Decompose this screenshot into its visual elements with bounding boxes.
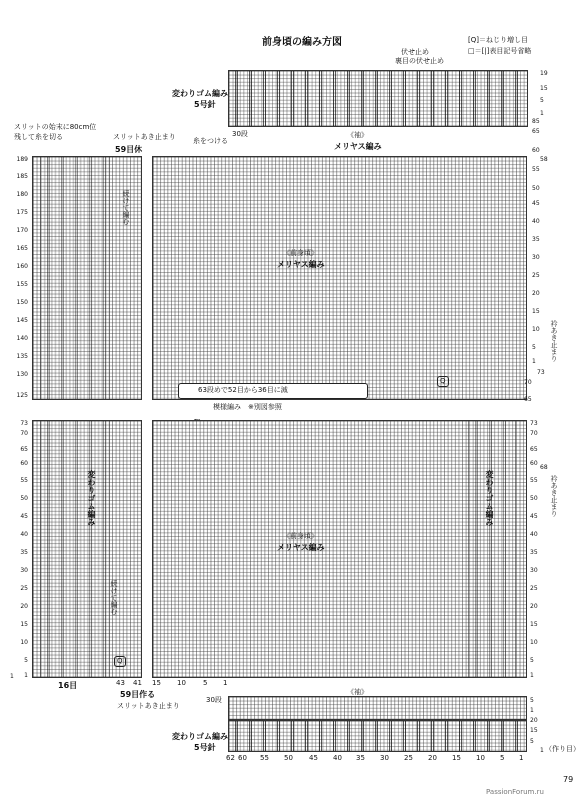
bottom-sleeve-label: 《袖》 — [347, 688, 368, 696]
upper-slit-stop-label: スリットあき止まり — [113, 133, 176, 141]
upper-right-20: 20 — [532, 290, 540, 297]
lower-right-60: 60 — [530, 460, 538, 467]
lower-left-50: 50 — [20, 495, 28, 502]
top-row-15: 15 — [540, 85, 548, 92]
stitches-59-rest: 59目休 — [115, 145, 143, 154]
top-needle-label: 5号針 — [194, 100, 216, 109]
lower-right-65: 65 — [530, 446, 538, 453]
lower-right-55: 55 — [530, 477, 538, 484]
upper-row-160: 160 — [16, 263, 28, 270]
bind-off-label: 伏せ止め — [401, 48, 429, 56]
lower-right-15: 15 — [530, 621, 538, 628]
legend-knit-omitted — [468, 48, 531, 55]
upper-right-30: 30 — [532, 254, 540, 261]
top-rib-band — [228, 70, 528, 127]
decrease-note: 63段めで52目から36目に減 — [198, 386, 288, 394]
legend-text-knit: 表目記号省略 — [489, 47, 532, 55]
upper-row-165: 165 — [16, 245, 28, 252]
lower-right-68: 68 — [540, 464, 548, 471]
slit-note-line2: 残して糸を切る — [14, 133, 63, 141]
cast-on-label: （作り目） — [545, 745, 580, 753]
upper-body-stitch-label: メリヤス編み — [277, 260, 325, 269]
top-stockinette-label: メリヤス編み — [334, 142, 382, 151]
lower-body-label: 《前身頃》 — [283, 532, 318, 540]
axis-40: 40 — [333, 754, 342, 762]
twist-increase-symbol-lower: Q — [114, 656, 126, 667]
lower-left-73: 73 — [20, 420, 28, 427]
lower-right-30: 30 — [530, 567, 538, 574]
lower-right-35: 35 — [530, 549, 538, 556]
lower-right-20: 20 — [530, 603, 538, 610]
top-rows-30: 30段 — [232, 130, 248, 138]
axis-20: 20 — [428, 754, 437, 762]
bottom-right-1b: 1 — [540, 747, 544, 754]
lower-left-1: 1 — [24, 672, 28, 679]
bottom-right-1a: 1 — [530, 707, 534, 714]
lower-rib-label-left-text: 変わりゴム編み — [87, 470, 96, 526]
lower-slit-stop-label: スリットあき止まり — [117, 702, 180, 710]
upper-right-40: 40 — [532, 218, 540, 225]
lower-left-35: 35 — [20, 549, 28, 556]
axis-50: 50 — [284, 754, 293, 762]
attach-yarn-label: 糸をつける — [193, 137, 228, 145]
bottom-sleeve-grid — [228, 696, 527, 720]
upper-row-189: 189 — [16, 156, 28, 163]
top-row-55: 55 — [532, 166, 540, 173]
lower-body-stitch-label: メリヤス編み — [277, 543, 325, 552]
axis-1: 1 — [519, 754, 524, 762]
upper-right-5: 5 — [532, 344, 536, 351]
bottom-rows-30: 30段 — [206, 696, 222, 704]
lower-left-10: 10 — [20, 639, 28, 646]
lower-left-40: 40 — [20, 531, 28, 538]
top-row-85: 85 — [532, 118, 540, 125]
lower-rib-label-right — [484, 470, 495, 526]
upper-right-1: 1 — [532, 358, 536, 365]
top-sleeve-label: 《袖》 — [347, 131, 368, 139]
upper-right-70: 70 — [524, 379, 532, 386]
upper-right-35: 35 — [532, 236, 540, 243]
page-title: 前身頃の編み方図 — [262, 37, 342, 48]
top-row-60: 60 — [532, 147, 540, 154]
lower-left-5: 5 — [24, 657, 28, 664]
upper-row-155: 155 — [16, 281, 28, 288]
axis-5: 5 — [500, 754, 505, 762]
lower-right-10: 10 — [530, 639, 538, 646]
continue-knit-upper — [121, 190, 131, 250]
top-row-58: 58 — [540, 156, 548, 163]
upper-row-135: 135 — [16, 353, 28, 360]
upper-body-grid — [152, 156, 527, 400]
lower-left-30: 30 — [20, 567, 28, 574]
bottom-right-5a: 5 — [530, 697, 534, 704]
axis-35: 35 — [356, 754, 365, 762]
lower-left-60: 60 — [20, 460, 28, 467]
lower-left-rib-columns — [40, 420, 110, 678]
top-row-65: 65 — [532, 128, 540, 135]
lower-rib-label-left — [86, 470, 97, 526]
lower-row-1-marker: 1 — [10, 673, 14, 680]
collar-stop-upper — [549, 320, 559, 362]
lower-left-55: 55 — [20, 477, 28, 484]
top-rib-label: 変わりゴム編み — [172, 89, 228, 98]
col-41: 41 — [133, 679, 142, 687]
lower-right-5: 5 — [530, 657, 534, 664]
upper-right-15: 15 — [532, 308, 540, 315]
top-row-5: 5 — [540, 97, 544, 104]
axis-15: 15 — [452, 754, 461, 762]
lower-right-rib-columns — [468, 420, 516, 678]
purl-bind-off-label: 裏目の伏せ止め — [395, 57, 444, 65]
upper-row-140: 140 — [16, 335, 28, 342]
bottom-rib-band — [228, 720, 527, 752]
col-10: 10 — [177, 679, 186, 687]
lower-right-50: 50 — [530, 495, 538, 502]
upper-row-185: 185 — [16, 173, 28, 180]
top-row-50: 50 — [532, 185, 540, 192]
upper-left-rib-columns — [40, 156, 110, 400]
stitches-16: 16目 — [58, 681, 78, 690]
upper-row-125: 125 — [16, 392, 28, 399]
lower-right-70: 70 — [530, 430, 538, 437]
lower-rib-label-right-text: 変わりゴム編み — [485, 470, 494, 526]
lower-right-25: 25 — [530, 585, 538, 592]
upper-row-130: 130 — [16, 371, 28, 378]
axis-25: 25 — [404, 754, 413, 762]
top-row-19: 19 — [540, 70, 548, 77]
lower-left-65: 65 — [20, 446, 28, 453]
upper-right-25: 25 — [532, 272, 540, 279]
col-43: 43 — [116, 679, 125, 687]
continue-knit-lower-text: 続けて編む — [110, 580, 118, 615]
upper-right-45: 45 — [532, 200, 540, 207]
continue-knit-lower — [109, 580, 119, 615]
axis-10: 10 — [476, 754, 485, 762]
top-row-1: 1 — [540, 110, 544, 117]
upper-row-175: 175 — [16, 209, 28, 216]
twist-increase-symbol-upper: Q — [437, 376, 449, 387]
collar-stop-lower — [549, 475, 559, 517]
upper-body-label: 《前身頃》 — [283, 249, 318, 257]
legend-symbol-knit: □＝[|] — [468, 47, 490, 55]
upper-row-145: 145 — [16, 317, 28, 324]
legend-text-twist: ＝ねじり増し目 — [478, 36, 528, 44]
continue-knit-upper-text: 続けて編む — [122, 190, 130, 225]
lower-right-40: 40 — [530, 531, 538, 538]
upper-row-150: 150 — [16, 299, 28, 306]
lower-left-70: 70 — [20, 430, 28, 437]
legend-twist-increase — [468, 37, 528, 44]
lower-right-45: 45 — [530, 513, 538, 520]
col-15: 15 — [152, 679, 161, 687]
axis-30: 30 — [380, 754, 389, 762]
upper-right-10: 10 — [532, 326, 540, 333]
col-5: 5 — [203, 679, 208, 687]
make-59-stitches: 59目作る — [120, 690, 156, 699]
upper-row-170: 170 — [16, 227, 28, 234]
lower-left-20: 20 — [20, 603, 28, 610]
collar-stop-lower-text: 衿あき止まり — [550, 475, 558, 517]
bottom-needle-label: 5号針 — [194, 743, 216, 752]
collar-stop-upper-text: 衿あき止まり — [550, 320, 558, 362]
pattern-note: 模様編み ※別図参照 — [213, 403, 282, 411]
bottom-rib-label: 変わりゴム編み — [172, 732, 228, 741]
upper-right-65: 65 — [524, 396, 532, 403]
upper-right-73: 73 — [537, 369, 545, 376]
lower-left-25: 25 — [20, 585, 28, 592]
lower-left-15: 15 — [20, 621, 28, 628]
axis-62: 62 — [226, 754, 235, 762]
page-number: 79 — [563, 775, 574, 784]
col-1: 1 — [223, 679, 228, 687]
lower-left-45: 45 — [20, 513, 28, 520]
bottom-right-20: 20 — [530, 717, 538, 724]
slit-note-line1: スリットの始末に80cm位 — [14, 123, 97, 131]
axis-60: 60 — [238, 754, 247, 762]
legend-symbol-twist: [Q] — [468, 36, 479, 44]
axis-55: 55 — [260, 754, 269, 762]
bottom-right-15: 15 — [530, 727, 538, 734]
lower-right-73: 73 — [530, 420, 538, 427]
upper-row-180: 180 — [16, 191, 28, 198]
lower-right-1: 1 — [530, 672, 534, 679]
watermark: PassionForum.ru — [486, 788, 544, 796]
bottom-right-5b: 5 — [530, 738, 534, 745]
axis-45: 45 — [309, 754, 318, 762]
